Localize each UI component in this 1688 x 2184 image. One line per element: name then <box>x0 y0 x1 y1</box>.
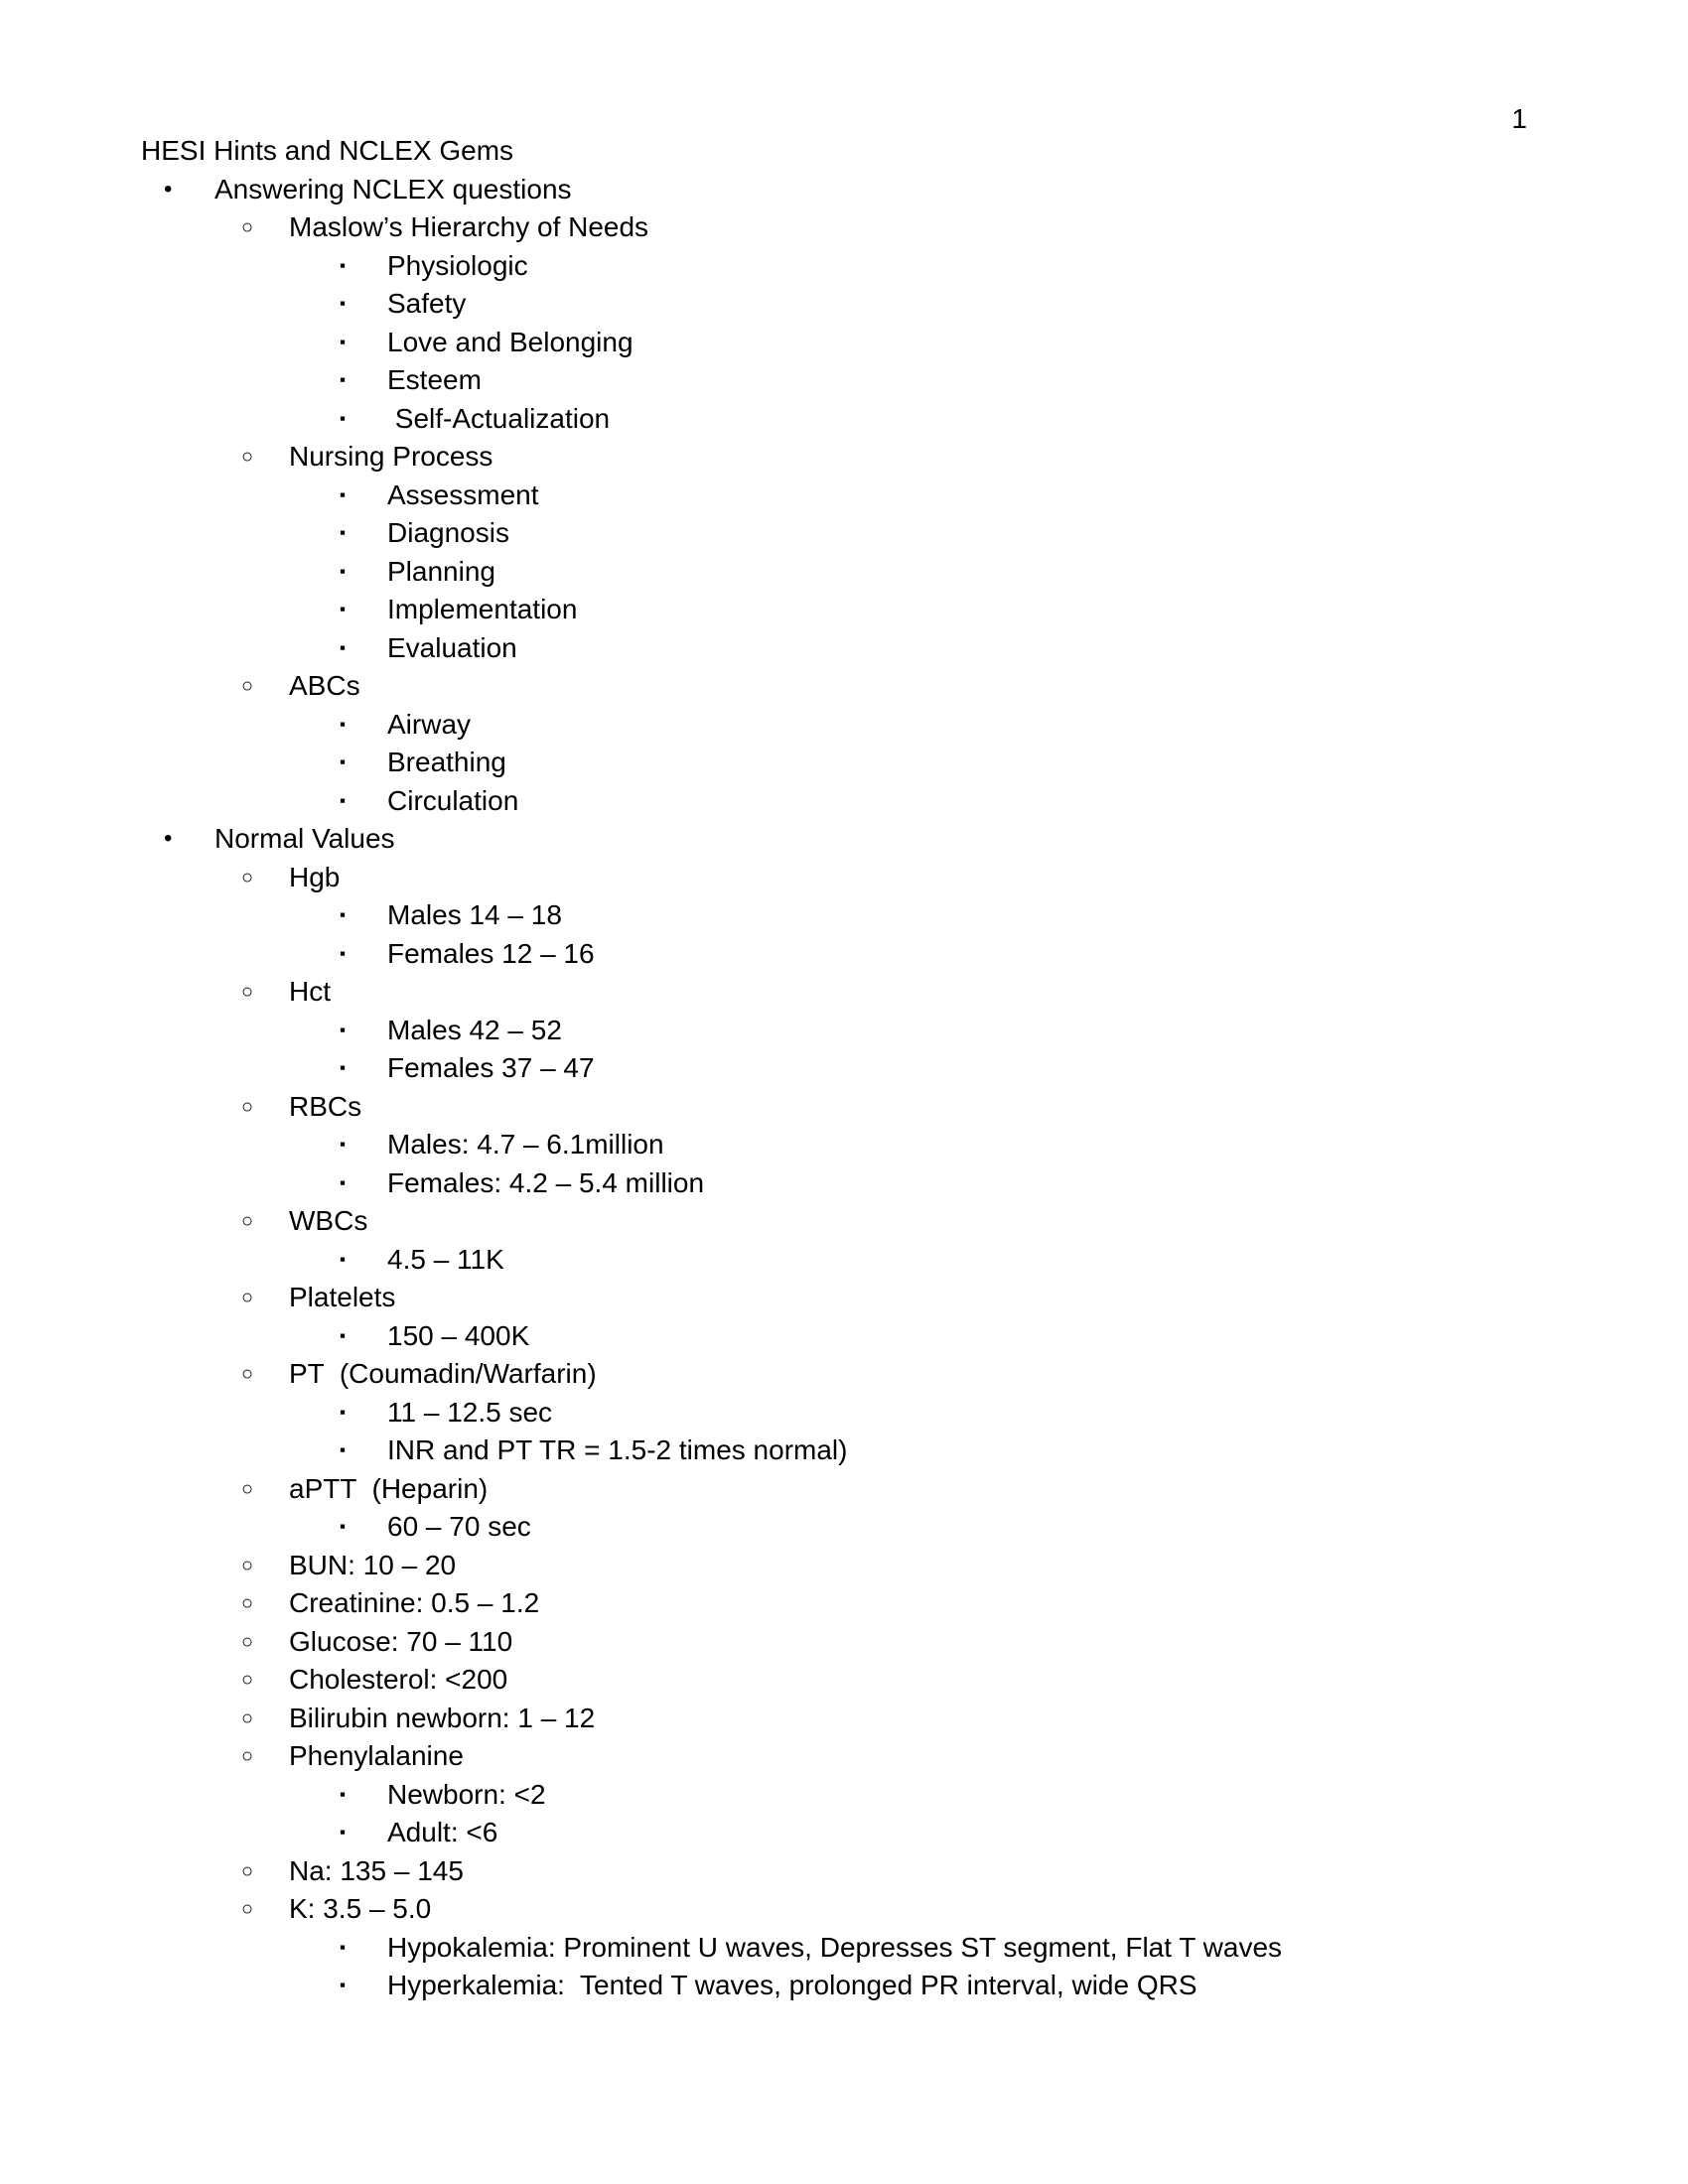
square-bullet-icon: ▪ <box>340 1058 347 1077</box>
circle-bullet-icon: ○ <box>241 1859 254 1882</box>
outline-item <box>0 1967 1688 2005</box>
circle-bullet-icon: ○ <box>241 675 254 697</box>
outline-item-label: Newborn: <2 <box>387 1778 546 1810</box>
outline-item <box>0 1890 1688 1929</box>
outline-item-label: Self-Actualization <box>387 402 611 434</box>
outline-item-label: Creatinine: 0.5 – 1.2 <box>289 1587 540 1618</box>
outline-item-label: ABCs <box>289 670 360 701</box>
outline-item <box>0 171 1688 209</box>
page-number: 1 <box>1511 103 1527 134</box>
outline-item-label: RBCs <box>289 1090 362 1122</box>
outline-item-label: Bilirubin newborn: 1 – 12 <box>289 1702 596 1733</box>
circle-bullet-icon: ○ <box>241 1592 254 1614</box>
square-bullet-icon: ▪ <box>340 1020 347 1039</box>
square-bullet-icon: ▪ <box>340 1784 347 1804</box>
circle-bullet-icon: ○ <box>241 866 254 888</box>
square-bullet-icon: ▪ <box>340 523 347 542</box>
square-bullet-icon: ▪ <box>340 484 347 504</box>
square-bullet-icon: ▪ <box>340 1249 347 1269</box>
outline-item-label: 11 – 12.5 sec <box>387 1396 553 1428</box>
circle-bullet-icon: ○ <box>241 1554 254 1576</box>
square-bullet-icon: ▪ <box>340 1325 347 1345</box>
disc-bullet-icon: • <box>164 175 173 203</box>
outline-item <box>0 361 1688 400</box>
outline-item <box>0 1126 1688 1164</box>
outline-item <box>0 1547 1688 1585</box>
outline-item-label: Airway <box>387 708 472 740</box>
square-bullet-icon: ▪ <box>340 637 347 657</box>
outline-item <box>0 1164 1688 1203</box>
outline-item-label: 60 – 70 sec <box>387 1511 531 1542</box>
square-bullet-icon: ▪ <box>340 943 347 963</box>
outline-item <box>0 820 1688 859</box>
outline-item-label: 150 – 400K <box>387 1319 530 1351</box>
outline-item-label: Phenylalanine <box>289 1740 464 1771</box>
outline-item-label: Esteem <box>387 364 482 395</box>
outline-item-label: Maslow’s Hierarchy of Needs <box>289 211 649 242</box>
square-bullet-icon: ▪ <box>340 790 347 810</box>
outline-item <box>0 1929 1688 1968</box>
square-bullet-icon: ▪ <box>340 1823 347 1842</box>
outline-item-label: K: 3.5 – 5.0 <box>289 1893 432 1924</box>
outline-item <box>0 1279 1688 1317</box>
outline-item-label: Nursing Process <box>289 441 493 472</box>
outline-item-label: Cholesterol: <200 <box>289 1664 508 1695</box>
outline-item <box>0 1012 1688 1050</box>
outline-item-label: Males 42 – 52 <box>387 1014 562 1045</box>
outline-item-label: Physiologic <box>387 249 528 281</box>
circle-bullet-icon: ○ <box>241 1898 254 1920</box>
outline-item <box>0 1776 1688 1815</box>
outline-item <box>0 1852 1688 1891</box>
outline-item-label: 4.5 – 11K <box>387 1243 504 1275</box>
square-bullet-icon: ▪ <box>340 714 347 734</box>
outline-item-label: Love and Belonging <box>387 326 633 357</box>
outline-item <box>0 1355 1688 1394</box>
page-title-text: HESI Hints and NCLEX Gems <box>141 135 514 166</box>
outline-item <box>0 324 1688 362</box>
outline-item-label: Females 37 – 47 <box>387 1052 595 1083</box>
outline-item <box>0 438 1688 477</box>
outline-item-label: INR and PT TR = 1.5-2 times normal) <box>387 1434 848 1465</box>
document-title <box>0 132 1688 171</box>
outline-item <box>0 973 1688 1012</box>
outline-item-label: PT (Coumadin/Warfarin) <box>289 1358 597 1389</box>
outline-item <box>0 1814 1688 1852</box>
outline-item <box>0 1088 1688 1127</box>
square-bullet-icon: ▪ <box>340 561 347 581</box>
square-bullet-icon: ▪ <box>340 332 347 351</box>
outline-item-label: Normal Values <box>214 823 395 854</box>
outline-item-label: Hgb <box>289 861 341 892</box>
outline-item-label: Males: 4.7 – 6.1million <box>387 1129 664 1160</box>
outline-item-label: Diagnosis <box>387 517 509 548</box>
outline-item <box>0 1737 1688 1776</box>
square-bullet-icon: ▪ <box>340 1172 347 1192</box>
outline-item-label: Hypokalemia: Prominent U waves, Depresses ST segment, Flat T waves <box>387 1931 1283 1963</box>
outline-item-label: BUN: 10 – 20 <box>289 1549 457 1580</box>
outline-item <box>0 477 1688 515</box>
outline-item-label: Hyperkalemia: Tented T waves, prolonged PR interval, wide QRS <box>387 1970 1197 2000</box>
outline-item-label: Circulation <box>387 784 519 816</box>
outline-item-label: Hct <box>289 976 331 1007</box>
circle-bullet-icon: ○ <box>241 981 254 1003</box>
outline-item <box>0 1317 1688 1356</box>
square-bullet-icon: ▪ <box>340 1402 347 1422</box>
outline-item <box>0 629 1688 668</box>
square-bullet-icon: ▪ <box>340 1976 347 1994</box>
outline-item-label: Implementation <box>387 594 578 624</box>
circle-bullet-icon: ○ <box>241 1363 254 1385</box>
outline-item <box>0 1202 1688 1241</box>
circle-bullet-icon: ○ <box>241 1630 254 1653</box>
outline-item <box>0 1584 1688 1623</box>
outline-item <box>0 896 1688 935</box>
outline-item <box>0 706 1688 745</box>
outline-item-label: Answering NCLEX questions <box>214 173 572 205</box>
outline-item <box>0 1394 1688 1433</box>
outline-item-label: Glucose: 70 – 110 <box>289 1625 513 1657</box>
outline-item <box>0 285 1688 324</box>
outline-item-label: WBCs <box>289 1205 368 1236</box>
square-bullet-icon: ▪ <box>340 1440 347 1459</box>
square-bullet-icon: ▪ <box>340 600 347 618</box>
circle-bullet-icon: ○ <box>241 1210 254 1232</box>
outline-item <box>0 744 1688 782</box>
outline-item-label: Adult: <6 <box>387 1817 498 1847</box>
square-bullet-icon: ▪ <box>340 905 347 924</box>
outline-item <box>0 1470 1688 1509</box>
circle-bullet-icon: ○ <box>241 1287 254 1308</box>
outline-item <box>0 591 1688 629</box>
outline-item-label: Breathing <box>387 747 506 777</box>
outline-item-label: Platelets <box>289 1282 396 1312</box>
outline-item-label: Females: 4.2 – 5.4 million <box>387 1166 705 1198</box>
square-bullet-icon: ▪ <box>340 408 347 428</box>
outline-item <box>0 1049 1688 1088</box>
outline-item-label: Assessment <box>387 478 539 510</box>
outline-item-label: Males 14 – 18 <box>387 899 562 930</box>
circle-bullet-icon: ○ <box>241 1706 254 1729</box>
outline-list <box>0 132 1688 2005</box>
outline-item <box>0 1661 1688 1700</box>
outline-item <box>0 1508 1688 1547</box>
square-bullet-icon: ▪ <box>340 752 347 771</box>
outline-item <box>0 935 1688 974</box>
outline-item <box>0 1623 1688 1662</box>
outline-item <box>0 667 1688 706</box>
outline-item-label: Safety <box>387 288 467 319</box>
circle-bullet-icon: ○ <box>241 1745 254 1767</box>
disc-bullet-icon: • <box>164 825 173 852</box>
square-bullet-icon: ▪ <box>340 294 347 313</box>
outline-item <box>0 1432 1688 1470</box>
outline-item-label: Evaluation <box>387 631 517 663</box>
square-bullet-icon: ▪ <box>340 1135 347 1154</box>
circle-bullet-icon: ○ <box>241 1669 254 1691</box>
square-bullet-icon: ▪ <box>340 1517 347 1536</box>
outline-item-label: Planning <box>387 555 495 587</box>
outline-item <box>0 514 1688 553</box>
outline-item <box>0 859 1688 897</box>
outline-item <box>0 553 1688 592</box>
square-bullet-icon: ▪ <box>340 370 347 389</box>
circle-bullet-icon: ○ <box>241 1477 254 1500</box>
outline-item <box>0 208 1688 247</box>
outline-item-label: aPTT (Heparin) <box>289 1472 489 1504</box>
outline-item <box>0 1241 1688 1280</box>
outline-item-label: Females 12 – 16 <box>387 937 595 969</box>
outline-item-label: Na: 135 – 145 <box>289 1854 464 1886</box>
square-bullet-icon: ▪ <box>340 255 347 275</box>
circle-bullet-icon: ○ <box>241 216 254 238</box>
outline-item <box>0 247 1688 286</box>
outline-item <box>0 1700 1688 1738</box>
square-bullet-icon: ▪ <box>340 1937 347 1957</box>
outline-item <box>0 400 1688 439</box>
outline-item <box>0 782 1688 821</box>
circle-bullet-icon: ○ <box>241 1095 254 1118</box>
circle-bullet-icon: ○ <box>241 446 254 468</box>
